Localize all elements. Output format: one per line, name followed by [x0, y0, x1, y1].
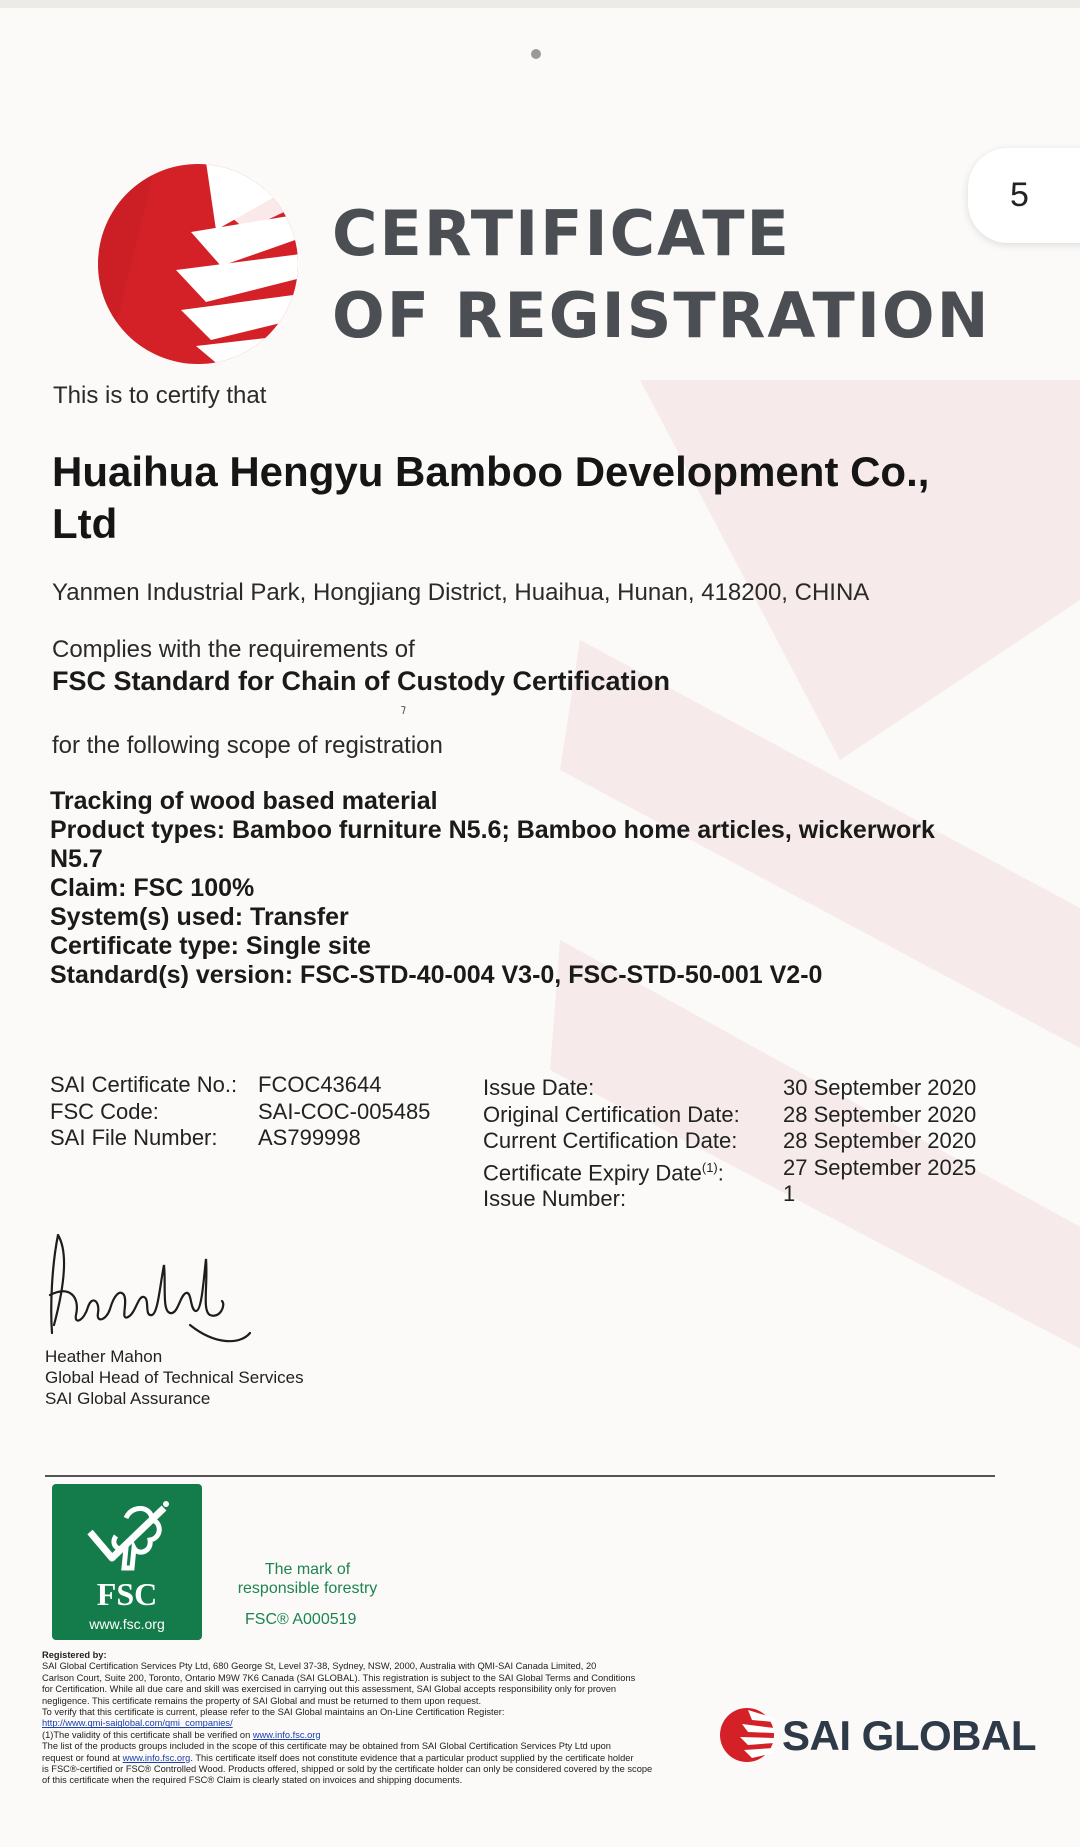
label-issue-number: Issue Number: — [483, 1186, 627, 1212]
scope-intro: for the following scope of registration — [52, 732, 443, 759]
label-cert-no: SAI Certificate No.: — [50, 1072, 238, 1097]
label-fsc-code: FSC Code: — [50, 1098, 159, 1124]
fsc-tree-check-icon — [82, 1498, 172, 1574]
value-current-date: 28 September 2020 — [783, 1128, 977, 1153]
sai-global-wordmark: SAI GLOBAL — [782, 1712, 1036, 1759]
fine-line: negligence. This certificate remains the property of SAI Global and must be returned to them upon request. — [42, 1695, 482, 1706]
signer-name: Heather Mahon — [45, 1347, 163, 1366]
top-strip — [0, 0, 1080, 8]
validity-link[interactable]: www.info.fsc.org — [252, 1729, 321, 1740]
fsc-mark-line-1: The mark of — [264, 1561, 351, 1578]
signer-block — [45, 1346, 304, 1409]
title-line-1: CERTIFICATE — [332, 197, 791, 270]
value-cert-no: FCOC43644 — [258, 1072, 382, 1097]
label-file-number: SAI File Number: — [50, 1125, 218, 1150]
standard-name: FSC Standard for Chain of Custody Certification — [52, 666, 671, 696]
fsc-mark-tagline — [220, 1560, 395, 1598]
fine-line: SAI Global Certification Services Pty Ltd, 680 George St, Level 37-38, Sydney, NSW, 2000, Australia with QMI-SAI Canada Limited, 20 — [42, 1661, 597, 1672]
company-name: Huaihua Hengyu Bamboo Development Co., Ltd — [52, 448, 930, 547]
fsc-mark-line-2: responsible forestry — [237, 1580, 378, 1597]
value-issue-date: 30 September 2020 — [783, 1075, 977, 1100]
title-line-2: OF REGISTRATION — [332, 279, 991, 352]
id-labels — [50, 1072, 237, 1152]
scope-cert-type: Certificate type: Single site — [50, 932, 371, 960]
page-number: 5 — [1010, 176, 1029, 214]
date-labels — [483, 1075, 740, 1213]
fsc-logo-url: www.fsc.org — [89, 1616, 165, 1632]
signer-title: Global Head of Technical Services — [45, 1368, 304, 1387]
fine-line: . This certificate itself does not constitute evidence that a particular product supplied by the certificate holder — [190, 1752, 634, 1763]
certificate-title — [332, 193, 991, 357]
fsc-license-code: FSC® A000519 — [245, 1611, 357, 1628]
scope-claim: Claim: FSC 100% — [50, 874, 255, 902]
scope-product-types: Product types: Bamboo furniture N5.6; Bamboo home articles, wickerwork N5.7 — [50, 816, 935, 873]
company-address: Yanmen Industrial Park, Hongjiang District, Huaihua, Hunan, 418200, CHINA — [52, 579, 870, 606]
fine-line: The list of the products groups included in the scope of this certificate may be obtained from SAI Global Certification Services Pty Ltd upon — [42, 1741, 611, 1752]
divider — [45, 1475, 995, 1477]
label-current-date: Current Certification Date: — [483, 1128, 738, 1153]
label-issue-date: Issue Date: — [483, 1075, 595, 1100]
value-file-number: AS799998 — [258, 1125, 361, 1150]
complies-text: Complies with the requirements of — [52, 636, 415, 663]
fine-validity: (1)The validity of this certificate shall be verified on — [42, 1729, 253, 1740]
fine-line: is FSC®-certified or FSC® Controlled Wood. Products offered, shipped or sold by the certificate holder can only be considered covered by the scope — [42, 1764, 653, 1775]
value-fsc-code: SAI-COC-005485 — [258, 1098, 431, 1124]
fsc-logo — [52, 1484, 202, 1640]
sai-globe-logo-icon — [96, 162, 301, 367]
value-issue-number: 1 — [783, 1181, 796, 1206]
label-expiry-text: Certificate Expiry Date — [483, 1159, 702, 1185]
value-original-date: 28 September 2020 — [783, 1101, 977, 1127]
fsc-info-link[interactable]: www.info.fsc.org — [122, 1752, 191, 1763]
fine-registered-by: Registered by: — [42, 1650, 107, 1660]
fine-line: To verify that this certificate is current, please refer to the SAI Global maintains an On-Line Certification Register: — [42, 1707, 505, 1718]
fine-line: request or found at — [42, 1752, 123, 1763]
scan-dot — [531, 49, 541, 59]
register-link[interactable]: http://www.qmi-saiglobal.com/qmi_companies/ — [42, 1718, 233, 1729]
scope-versions: Standard(s) version: FSC-STD-40-004 V3-0, FSC-STD-50-001 V2-0 — [50, 961, 823, 989]
fsc-logo-text: FSC — [96, 1576, 158, 1612]
signer-org: SAI Global Assurance — [45, 1389, 211, 1408]
scope-block — [50, 787, 980, 990]
intro-text: This is to certify that — [53, 382, 267, 409]
label-expiry-colon: : — [717, 1159, 724, 1185]
date-values — [783, 1075, 976, 1208]
fine-line: for Certification. While all due care and skill was exercised in carrying out this assessment, SAI Global accepts responsibility only for proven — [42, 1684, 617, 1695]
signature — [40, 1225, 260, 1355]
label-expiry-footnote: (1) — [701, 1159, 718, 1175]
label-expiry-date — [483, 1155, 740, 1187]
stray-mark — [400, 706, 406, 714]
fine-line: Carlson Court, Suite 200, Toronto, Ontario M9W 7K6 Canada (SAI GLOBAL). This registration is subject to the SAI Global Terms and Conditions — [42, 1672, 636, 1683]
fine-line: of this certificate when the required FSC® Claim is clearly stated on invoices and shipping documents. — [42, 1775, 463, 1786]
scope-systems: System(s) used: Transfer — [50, 903, 349, 931]
scope-tracking: Tracking of wood based material — [50, 787, 438, 815]
value-expiry-date: 27 September 2025 — [783, 1154, 977, 1180]
label-original-date: Original Certification Date: — [483, 1101, 740, 1127]
id-values — [258, 1072, 430, 1152]
fine-print — [42, 1650, 742, 1787]
